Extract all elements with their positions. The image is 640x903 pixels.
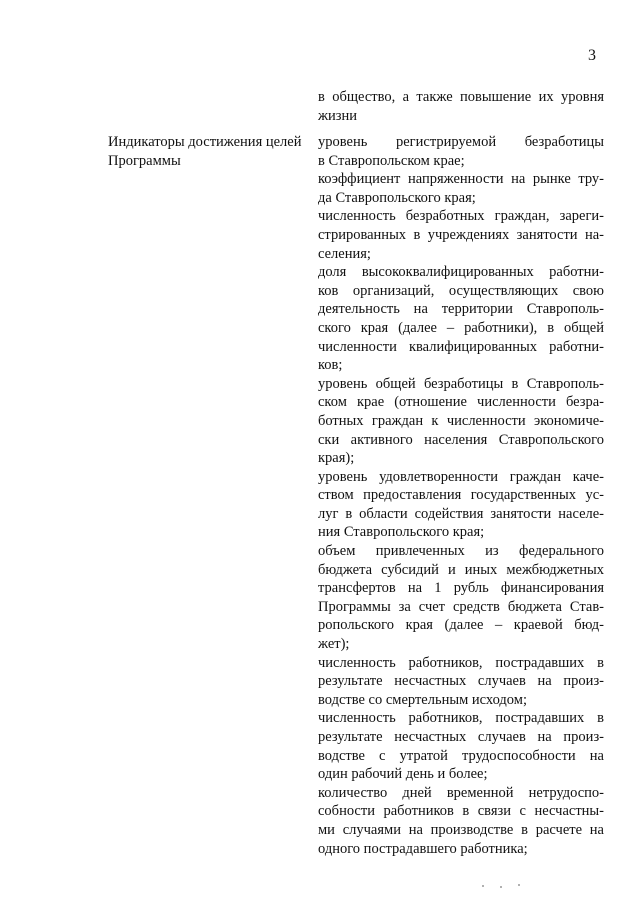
indicator-line: водстве со смертельным исходом;: [318, 691, 527, 708]
indicator-line: результате несчастных случаев на произ-: [318, 673, 604, 690]
indicator-line: количество дней временной нетрудоспо-: [318, 784, 604, 801]
indicator-line: ботных граждан к численности экономиче-: [318, 412, 604, 429]
intro-line: в общество, а также повышение их уровня: [318, 89, 604, 105]
indicator-line: ски активного населения Ставропольского: [318, 431, 604, 448]
indicator-line: деятельность на территории Ставрополь-: [318, 301, 604, 318]
indicator-line: Программы за счет средств бюджета Став-: [318, 598, 604, 615]
indicator-line: ропольского края (далее – краевой бюд-: [318, 617, 604, 634]
indicator-line: ми случаями на производстве в расчете на: [318, 821, 604, 838]
indicators-list: [318, 133, 604, 858]
indicator-line: одного пострадавшего работника;: [318, 840, 528, 857]
indicator-line: численность безработных граждан, зареги-: [318, 208, 604, 225]
indicator-line: трансфертов на 1 рубль финансирования: [318, 580, 604, 597]
indicator-line: бюджета субсидий и иных межбюджетных: [318, 561, 604, 578]
indicator-line: коэффициент напряженности на рынке тру-: [318, 171, 604, 188]
indicator-line: уровень регистрируемой безработицы: [318, 134, 604, 150]
indicator-line: ского края (далее – работники), в общей: [318, 319, 604, 336]
indicators-label: [108, 133, 308, 170]
indicator-line: луг в области содействия занятости населе-: [318, 505, 604, 522]
indicator-line: водстве с утратой трудоспособности на: [318, 747, 604, 764]
page-number: 3: [588, 47, 596, 64]
indicator-line: один рабочий день и более;: [318, 766, 488, 783]
indicator-line: ством предоставления государственных ус-: [318, 487, 604, 504]
indicator-line: численности квалифицированных работни-: [318, 338, 604, 355]
indicator-line: в Ставропольском крае;: [318, 152, 465, 169]
indicator-line: стрированных в учреждениях занятости на-: [318, 226, 604, 243]
scan-specks: [478, 882, 538, 890]
indicator-line: доля высококвалифицированных работни-: [318, 264, 604, 281]
indicator-line: ском крае (отношение численности безра-: [318, 394, 604, 411]
indicator-line: численность работников, пострадавших в: [318, 654, 604, 671]
indicator-line: уровень общей безработицы в Ставрополь-: [318, 375, 604, 392]
indicator-line: края);: [318, 450, 355, 467]
intro-line: жизни: [318, 107, 358, 124]
indicator-line: объем привлеченных из федерального: [318, 543, 604, 560]
indicator-line: да Ставропольского края;: [318, 189, 476, 206]
intro-text: [318, 88, 604, 125]
indicator-line: результате несчастных случаев на произ-: [318, 729, 604, 745]
indicator-line: жет);: [318, 636, 350, 653]
indicator-line: ков организаций, осуществляющих свою: [318, 282, 604, 299]
indicator-line: собности работников в связи с несчастны-: [318, 803, 604, 820]
indicator-line: ков;: [318, 357, 343, 374]
indicators-label-line: Программы: [108, 152, 181, 169]
indicators-label-line: Индикаторы достижения целей: [108, 134, 302, 150]
indicator-line: селения;: [318, 245, 371, 262]
indicator-line: ния Ставропольского края;: [318, 524, 485, 541]
indicator-line: уровень удовлетворенности граждан каче-: [318, 468, 604, 485]
indicator-line: численность работников, пострадавших в: [318, 710, 604, 727]
